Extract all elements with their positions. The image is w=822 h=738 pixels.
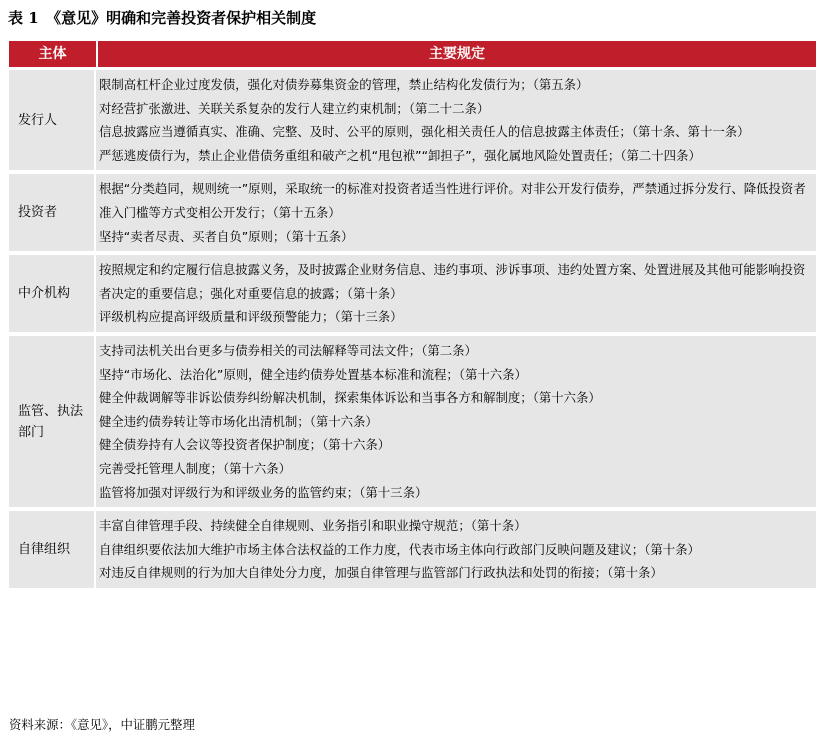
rule-item: 评级机构应提高评级质量和评级预警能力；（第十三条） [99, 309, 403, 325]
header-subject: 主体 [38, 46, 67, 62]
rule-item: 支持司法机关出台更多与债券相关的司法解释等司法文件；（第二条） [99, 342, 477, 358]
table-row [9, 511, 816, 588]
row-rules [96, 511, 816, 588]
subject-label: 发行人 [18, 112, 58, 128]
subject-label: 投资者 [18, 205, 58, 221]
source-note: 资料来源：《意见》，中证鹏元整理 [9, 717, 195, 732]
rule-item: 自律组织要依法加大维护市场主体合法权益的工作力度，代表市场主体向行政部门反映问题及建议；（第十条） [99, 541, 700, 557]
row-subject [9, 255, 96, 332]
table-row [9, 174, 816, 251]
subject-label: 自律组织 [18, 541, 71, 557]
rule-item: 按照规定和约定履行信息披露义务，及时披露企业财务信息、违约事项、涉诉事项、违约处置方案、处置进展及其他可能影响投资者决定的重要信息；强化对重要信息的披露；（第十条） [99, 262, 806, 301]
rule-item: 监管将加强对评级行为和评级业务的监管约束；（第十三条） [99, 484, 428, 500]
row-subject [9, 336, 96, 507]
table-header [9, 41, 816, 67]
rule-item: 健全仲裁调解等非诉讼债券纠纷解决机制，探索集体诉讼和当事各方和解制度；（第十六条） [99, 390, 601, 406]
table-row [9, 70, 816, 170]
rule-item: 对违反自律规则的行为加大自律处分力度，加强自律管理与监管部门行政执法和处罚的衔接；（第十条） [99, 565, 663, 581]
rule-item: 丰富自律管理手段、持续健全自律规则、业务指引和职业操守规范；（第十条） [99, 518, 527, 534]
row-subject [9, 174, 96, 251]
rule-item: 坚持“市场化、法治化”原则，健全违约债券处置基本标准和流程；（第十六条） [99, 366, 527, 382]
row-rules [96, 70, 816, 170]
rule-item: 健全债券持有人会议等投资者保护制度；（第十六条） [99, 437, 391, 453]
table-row [9, 255, 816, 332]
rule-item: 限制高杠杆企业过度发债，强化对债券募集资金的管理，禁止结构化发债行为；（第五条） [99, 77, 589, 92]
rule-item: 根据“分类趋同，规则统一”原则，采取统一的标准对投资者适当性进行评价。对非公开发行债券，严禁通过拆分发行、降低投资者准入门槛等方式变相公开发行；（第十五条） [99, 181, 806, 220]
rule-item: 严惩逃废债行为，禁止企业借债务重组和破产之机“甩包袱”“卸担子”，强化属地风险处置责任；（第二十四条） [99, 147, 701, 163]
row-rules [96, 336, 816, 507]
rule-item: 健全违约债券转让等市场化出清机制；（第十六条） [99, 413, 378, 429]
rule-item: 完善受托管理人制度；（第十六条） [99, 460, 292, 476]
row-subject [9, 511, 96, 588]
regulation-table [9, 41, 816, 592]
header-rules: 主要规定 [96, 41, 816, 67]
subject-label: 中介机构 [18, 286, 71, 302]
row-rules [96, 174, 816, 251]
rule-item: 坚持“卖者尽责、买者自负”原则；（第十五条） [99, 228, 354, 244]
row-subject [9, 70, 96, 170]
rule-item: 对经营扩张激进、关联关系复杂的发行人建立约束机制；（第二十二条） [99, 100, 490, 116]
subject-label: 监管、执法部门 [18, 403, 84, 440]
table-title: 表 1 《意见》明确和完善投资者保护相关制度 [8, 9, 317, 27]
row-rules [96, 255, 816, 332]
table-row [9, 336, 816, 507]
rule-item: 信息披露应当遵循真实、准确、完整、及时、公平的原则，强化相关责任人的信息披露主体责任；（第十条、第十一条） [99, 124, 750, 140]
